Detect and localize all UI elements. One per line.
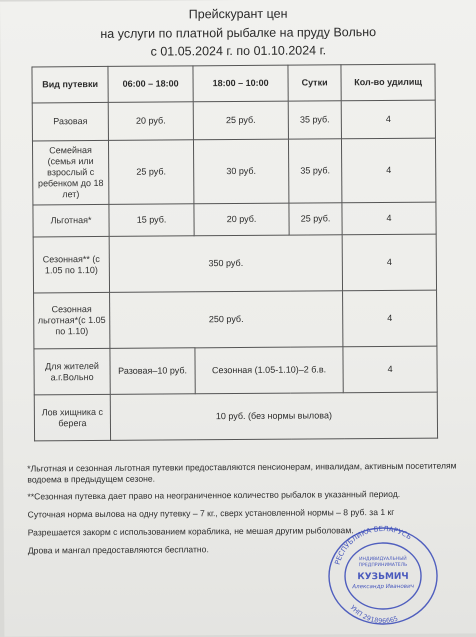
price-cell: 20 руб. [108, 102, 193, 141]
price-table [31, 64, 438, 442]
stamp-line-2: ПРЕДПРИНИМАТЕЛЬ [358, 562, 408, 569]
col-header-day: 06:00 – 18:00 [108, 66, 193, 103]
row-type: Сезонная** (с 1.05 по 1.10) [33, 236, 109, 293]
table-row [34, 392, 437, 441]
price-cell-single: Разовая–10 руб. [110, 348, 195, 395]
rods-cell: 4 [343, 290, 437, 347]
title-line-1: Прейскурант цен [188, 6, 288, 22]
table-row [33, 234, 436, 293]
price-cell: 35 руб. [288, 101, 341, 139]
rods-cell: 4 [342, 234, 436, 291]
col-header-rods: Кол-во удилищ [341, 64, 435, 101]
table-header-row [32, 64, 435, 103]
row-type: Для жителей а.г.Вольно [34, 348, 110, 395]
price-cell: 25 руб. [108, 140, 193, 205]
title-line-3: с 01.05.2024 г. по 01.10.2024 г. [150, 43, 327, 59]
note-bait-boat: Разрешается закорм с использованием кораблика, не мешая другим рыболовам. [27, 525, 354, 538]
row-type: Сезонная льготная*(с 1.05 по 1.10) [34, 292, 110, 349]
price-cell: 35 руб. [288, 139, 341, 203]
price-cell: 30 руб. [193, 139, 288, 204]
rods-cell: 4 [341, 138, 435, 203]
price-cell-merged: 10 руб. (без нормы вылова) [110, 392, 437, 440]
price-cell: 20 руб. [194, 203, 289, 236]
row-type: Семейная (семья или взрослый с ребенком до 18 лет) [32, 140, 108, 205]
col-header-type: Вид путевки [32, 66, 108, 103]
price-cell-seasonal: Сезонная (1.05-1.10)–2 б.в. [195, 347, 343, 394]
stamp-line-1: ИНДИВИДУАЛЬНЫЙ [359, 556, 407, 563]
price-cell: 25 руб. [289, 203, 342, 235]
table-row [34, 290, 437, 349]
stamp-full-name: Александр Иванович [352, 583, 415, 591]
note-firewood: Дрова и мангал предоставляются бесплатно. [27, 544, 209, 556]
title-line-2: на услуги по платной рыбалке на пруду Вольно [100, 25, 377, 41]
row-type: Разовая [32, 102, 108, 141]
col-header-night: 18:00 – 10:00 [193, 65, 288, 102]
stamp-ring-text: РЕСПУБЛИКА БЕЛАРУСЬ [333, 524, 413, 566]
stamp-unp: УНП 291896665 [348, 603, 399, 626]
price-cell-merged: 250 руб. [110, 291, 343, 349]
table-row [33, 202, 436, 237]
seal-stamp [324, 524, 443, 629]
row-type: Льготная* [33, 204, 109, 237]
price-cell: 25 руб. [193, 101, 288, 140]
note-discount: *Льготная и сезонная льготная путевки предоставляются пенсионерам, инвалидам, активным посетителям водоема в предыдущем сезоне. [27, 460, 457, 485]
rods-cell: 4 [342, 202, 436, 235]
table-row [32, 138, 435, 205]
note-catch-limit: Суточная норма вылова на одну путевку – 7 кг., сверх установленной нормы – 8 руб. за 1 кг [27, 506, 395, 520]
rods-cell: 4 [341, 100, 435, 139]
table-row [34, 346, 437, 395]
row-type: Лов хищника с берега [34, 394, 110, 441]
col-header-full-day: Сутки [288, 65, 341, 101]
price-cell-merged: 350 руб. [109, 235, 342, 293]
price-cell: 15 руб. [109, 204, 194, 237]
note-seasonal: **Сезонная путевка дает право на неограниченное количество рыбалок в указанный период. [27, 488, 401, 502]
stamp-name: КУЗЬМИЧ [357, 571, 409, 583]
rods-cell: 4 [343, 346, 437, 393]
table-row [32, 100, 435, 141]
